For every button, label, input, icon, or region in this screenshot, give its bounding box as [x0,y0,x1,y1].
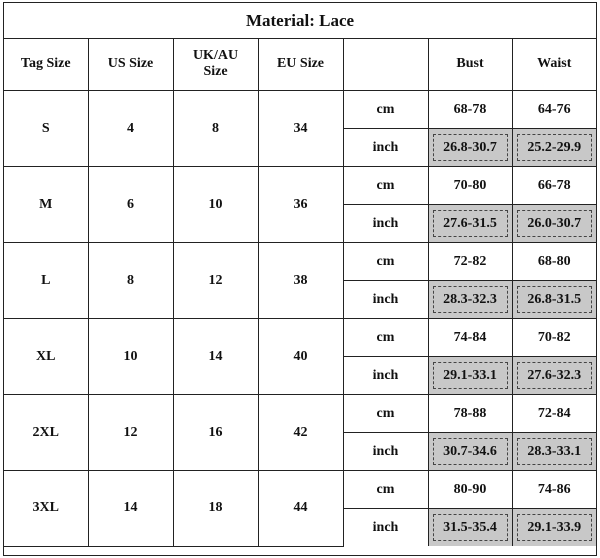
bust-cm-cell: 68-78 [428,91,512,129]
unit-cm-cell: cm [343,471,428,509]
waist-inch-value: 27.6-32.3 [517,362,593,389]
tag-size-cell: XL [4,319,88,395]
waist-inch-value: 28.3-33.1 [517,438,593,465]
bust-inch-cell [428,357,512,395]
waist-inch-value: 26.8-31.5 [517,286,593,313]
tag-size-cell: 3XL [4,471,88,547]
bust-cm-cell: 70-80 [428,167,512,205]
bust-cm-cell: 74-84 [428,319,512,357]
bust-cm-cell: 78-88 [428,395,512,433]
size-chart [3,2,597,556]
unit-inch-cell: inch [343,281,428,319]
bust-inch-value: 29.1-33.1 [433,362,508,389]
waist-inch-value: 29.1-33.9 [517,514,593,541]
bust-inch-cell [428,433,512,471]
bust-cm-cell: 80-90 [428,471,512,509]
waist-cm-cell: 74-86 [512,471,596,509]
bust-inch-value: 31.5-35.4 [433,514,508,541]
bust-inch-value: 27.6-31.5 [433,210,508,237]
header-ukau-size [173,38,258,91]
ukau-size-cell: 16 [173,395,258,471]
tag-size-cell: S [4,91,88,167]
table-row [4,395,596,433]
unit-cm-cell: cm [343,395,428,433]
header-bust: Bust [428,38,512,91]
header-waist: Waist [512,38,596,91]
unit-cm-cell: cm [343,167,428,205]
ukau-size-cell: 10 [173,167,258,243]
eu-size-cell: 44 [258,471,343,547]
ukau-size-cell: 12 [173,243,258,319]
table-row [4,471,596,509]
ukau-size-cell: 18 [173,471,258,547]
header-ukau-line2: Size [203,64,228,79]
bust-inch-cell [428,205,512,243]
waist-cm-cell: 72-84 [512,395,596,433]
chart-title: Material: Lace [4,3,596,39]
header-ukau-line1: UK/AU [192,48,239,63]
header-unit [343,38,428,91]
waist-inch-cell [512,357,596,395]
ukau-size-cell: 14 [173,319,258,395]
waist-inch-cell [512,281,596,319]
unit-cm-cell: cm [343,91,428,129]
us-size-cell: 4 [88,91,173,167]
waist-inch-value: 26.0-30.7 [517,210,593,237]
us-size-cell: 14 [88,471,173,547]
unit-inch-cell: inch [343,357,428,395]
bust-inch-value: 30.7-34.6 [433,438,508,465]
us-size-cell: 10 [88,319,173,395]
us-size-cell: 8 [88,243,173,319]
tag-size-cell: 2XL [4,395,88,471]
unit-inch-cell: inch [343,205,428,243]
header-row [4,38,596,91]
tag-size-cell: L [4,243,88,319]
header-tag-size: Tag Size [4,38,88,91]
waist-cm-cell: 68-80 [512,243,596,281]
unit-inch-cell: inch [343,129,428,167]
waist-inch-cell [512,433,596,471]
unit-cm-cell: cm [343,319,428,357]
waist-cm-cell: 66-78 [512,167,596,205]
bust-inch-cell [428,129,512,167]
eu-size-cell: 38 [258,243,343,319]
eu-size-cell: 40 [258,319,343,395]
bust-inch-cell [428,281,512,319]
bust-cm-cell: 72-82 [428,243,512,281]
table-row [4,319,596,357]
unit-cm-cell: cm [343,243,428,281]
ukau-size-cell: 8 [173,91,258,167]
bust-inch-value: 28.3-32.3 [433,286,508,313]
tag-size-cell: M [4,167,88,243]
bust-inch-cell [428,509,512,547]
size-table [4,38,596,547]
eu-size-cell: 42 [258,395,343,471]
waist-inch-cell [512,509,596,547]
table-row [4,243,596,281]
header-us-size: US Size [88,38,173,91]
waist-inch-cell [512,129,596,167]
table-row [4,167,596,205]
us-size-cell: 12 [88,395,173,471]
bust-inch-value: 26.8-30.7 [433,134,508,161]
waist-inch-value: 25.2-29.9 [517,134,593,161]
eu-size-cell: 34 [258,91,343,167]
eu-size-cell: 36 [258,167,343,243]
table-row [4,91,596,129]
unit-inch-cell: inch [343,433,428,471]
waist-inch-cell [512,205,596,243]
waist-cm-cell: 64-76 [512,91,596,129]
waist-cm-cell: 70-82 [512,319,596,357]
us-size-cell: 6 [88,167,173,243]
unit-inch-cell: inch [343,509,428,547]
header-eu-size: EU Size [258,38,343,91]
